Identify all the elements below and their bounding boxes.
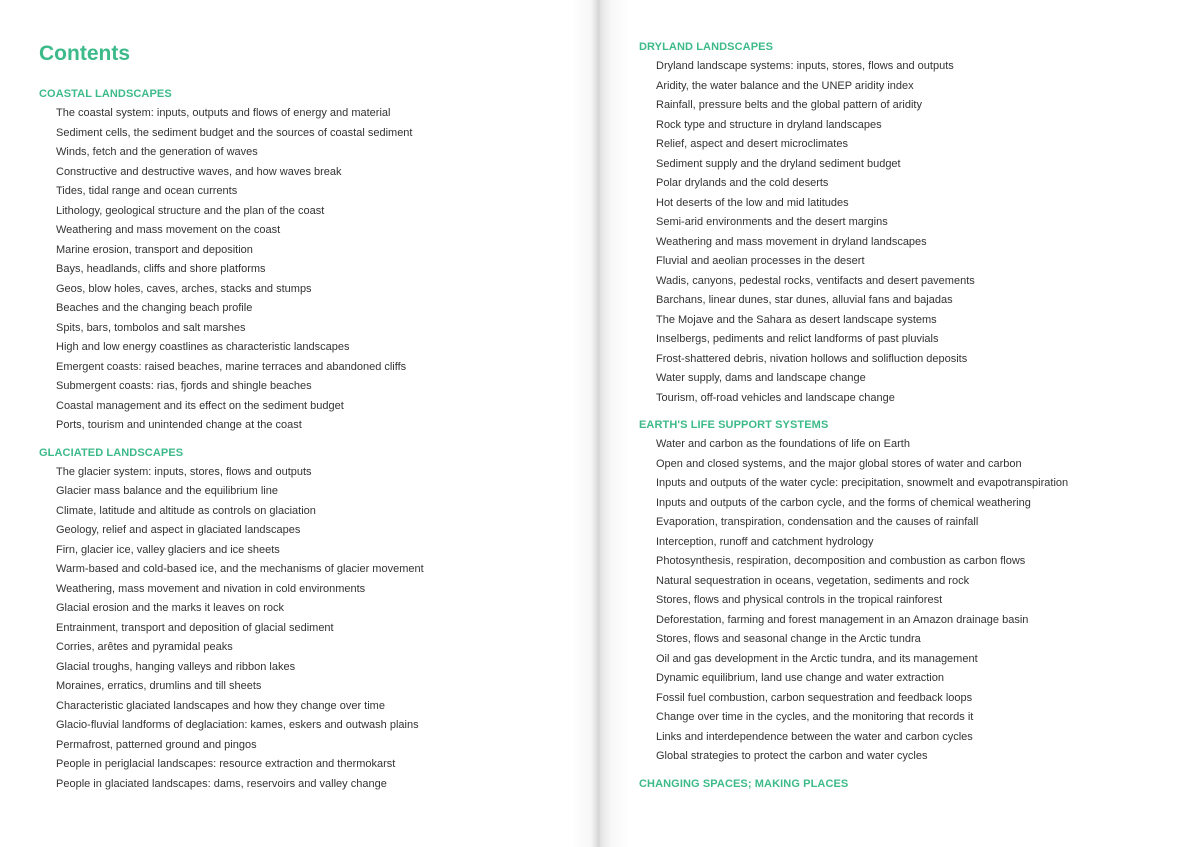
contents-entry[interactable]: The coastal system: inputs, outputs and flows of energy and material	[56, 107, 391, 119]
section-heading-coastal-landscapes: COASTAL LANDSCAPES	[39, 88, 172, 100]
contents-entry[interactable]: Glacier mass balance and the equilibrium line	[56, 485, 278, 497]
contents-entry[interactable]: Lithology, geological structure and the plan of the coast	[56, 204, 325, 217]
page-title: Contents	[39, 42, 130, 65]
contents-entry[interactable]: Weathering, mass movement and nivation in cold environments	[56, 582, 366, 595]
contents-entry[interactable]: Tourism, off-road vehicles and landscape change	[656, 391, 895, 404]
contents-entry[interactable]: Water supply, dams and landscape change	[656, 372, 866, 384]
contents-entry[interactable]: Sediment supply and the dryland sediment budget	[656, 157, 901, 170]
section-heading-changing-spaces-making-places: CHANGING SPACES; MAKING PLACES	[639, 777, 849, 790]
contents-entry[interactable]: Sediment cells, the sediment budget and the sources of coastal sediment	[56, 126, 413, 139]
contents-entry[interactable]: Glacial troughs, hanging valleys and ribbon lakes	[56, 660, 296, 673]
contents-entry[interactable]: Firn, glacier ice, valley glaciers and ice sheets	[56, 543, 280, 556]
contents-entry[interactable]: Bays, headlands, cliffs and shore platforms	[56, 263, 266, 275]
contents-entry[interactable]: Polar drylands and the cold deserts	[656, 177, 829, 189]
contents-entry[interactable]: Semi-arid environments and the desert margins	[656, 216, 888, 228]
contents-entry[interactable]: Tides, tidal range and ocean currents	[56, 185, 238, 197]
contents-entry[interactable]: People in periglacial landscapes: resource extraction and thermokarst	[56, 758, 396, 770]
contents-entry[interactable]: High and low energy coastlines as characteristic landscapes	[56, 341, 350, 353]
contents-entry[interactable]: Ports, tourism and unintended change at the coast	[56, 419, 302, 431]
contents-entry[interactable]: Dynamic equilibrium, land use change and water extraction	[656, 672, 944, 684]
contents-entry[interactable]: Aridity, the water balance and the UNEP aridity index	[656, 79, 914, 92]
contents-entry[interactable]: Inselbergs, pediments and relict landforms of past pluvials	[656, 333, 939, 345]
section-heading-glaciated-landscapes: GLACIATED LANDSCAPES	[39, 446, 184, 459]
contents-entry[interactable]: Permafrost, patterned ground and pingos	[56, 738, 257, 751]
contents-entry[interactable]: Barchans, linear dunes, star dunes, alluvial fans and bajadas	[656, 294, 953, 306]
contents-entry[interactable]: Inputs and outputs of the water cycle: precipitation, snowmelt and evapotranspiration	[656, 477, 1069, 489]
contents-entry[interactable]: Rock type and structure in dryland landscapes	[656, 118, 882, 131]
contents-entry[interactable]: People in glaciated landscapes: dams, reservoirs and valley change	[56, 777, 387, 790]
contents-entry[interactable]: Photosynthesis, respiration, decomposition and combustion as carbon flows	[656, 555, 1026, 567]
contents-entry[interactable]: Stores, flows and physical controls in the tropical rainforest	[656, 594, 943, 606]
contents-entry[interactable]: Open and closed systems, and the major global stores of water and carbon	[656, 457, 1022, 470]
right-page	[600, 0, 1200, 847]
contents-entry[interactable]: Corries, arêtes and pyramidal peaks	[56, 641, 233, 653]
left-contents-column	[39, 85, 424, 802]
contents-entry[interactable]: Relief, aspect and desert microclimates	[656, 138, 848, 150]
contents-entry[interactable]: Fossil fuel combustion, carbon sequestration and feedback loops	[656, 691, 973, 704]
contents-entry[interactable]: Climate, latitude and altitude as controls on glaciation	[56, 504, 316, 517]
contents-entry[interactable]: Deforestation, farming and forest management in an Amazon drainage basin	[656, 613, 1029, 626]
contents-entry[interactable]: Interception, runoff and catchment hydrology	[656, 535, 874, 548]
contents-entry[interactable]: Weathering and mass movement in dryland landscapes	[656, 235, 927, 248]
contents-entry[interactable]: Glacial erosion and the marks it leaves on rock	[56, 602, 285, 614]
contents-entry[interactable]: Characteristic glaciated landscapes and how they change over time	[56, 699, 385, 712]
contents-entry[interactable]: Marine erosion, transport and deposition	[56, 243, 253, 256]
contents-entry[interactable]: Natural sequestration in oceans, vegetation, sediments and rock	[656, 574, 970, 587]
contents-entry[interactable]: Constructive and destructive waves, and how waves break	[56, 165, 342, 178]
contents-entry[interactable]: Stores, flows and seasonal change in the Arctic tundra	[656, 633, 921, 645]
contents-list	[56, 104, 424, 436]
contents-entry[interactable]: Rainfall, pressure belts and the global pattern of aridity	[656, 99, 922, 111]
contents-entry[interactable]: Frost-shattered debris, nivation hollows and solifluction deposits	[656, 352, 968, 365]
contents-entry[interactable]: Water and carbon as the foundations of life on Earth	[656, 438, 910, 450]
contents-entry[interactable]: Emergent coasts: raised beaches, marine terraces and abandoned cliffs	[56, 360, 407, 373]
contents-entry[interactable]: Oil and gas development in the Arctic tundra, and its management	[656, 652, 978, 665]
contents-entry[interactable]: Coastal management and its effect on the sediment budget	[56, 399, 344, 412]
contents-entry[interactable]: Hot deserts of the low and mid latitudes	[656, 196, 849, 209]
contents-entry[interactable]: Global strategies to protect the carbon and water cycles	[656, 750, 928, 762]
contents-entry[interactable]: Warm-based and cold-based ice, and the mechanisms of glacier movement	[56, 563, 424, 575]
contents-entry[interactable]: Wadis, canyons, pedestal rocks, ventifacts and desert pavements	[656, 274, 975, 287]
contents-list	[656, 57, 1068, 408]
contents-list	[656, 435, 1068, 767]
contents-entry[interactable]: Beaches and the changing beach profile	[56, 302, 253, 314]
contents-entry[interactable]: The Mojave and the Sahara as desert landscape systems	[656, 313, 937, 326]
contents-list	[56, 463, 424, 795]
contents-entry[interactable]: Moraines, erratics, drumlins and till sheets	[56, 680, 262, 692]
contents-entry[interactable]: Links and interdependence between the water and carbon cycles	[656, 730, 973, 743]
contents-entry[interactable]: Fluvial and aeolian processes in the desert	[656, 255, 865, 267]
contents-entry[interactable]: Entrainment, transport and deposition of glacial sediment	[56, 621, 334, 634]
contents-entry[interactable]: The glacier system: inputs, stores, flows and outputs	[56, 465, 312, 478]
section-heading-earth-s-life-support-systems: EARTH'S LIFE SUPPORT SYSTEMS	[639, 419, 829, 431]
contents-entry[interactable]: Geology, relief and aspect in glaciated landscapes	[56, 524, 301, 536]
contents-entry[interactable]: Geos, blow holes, caves, arches, stacks and stumps	[56, 282, 312, 295]
contents-entry[interactable]: Winds, fetch and the generation of waves	[56, 146, 258, 158]
contents-entry[interactable]: Weathering and mass movement on the coast	[56, 224, 281, 236]
contents-entry[interactable]: Change over time in the cycles, and the monitoring that records it	[656, 711, 974, 723]
right-contents-column	[639, 38, 1068, 794]
contents-entry[interactable]: Evaporation, transpiration, condensation and the causes of rainfall	[656, 516, 979, 528]
contents-entry[interactable]: Inputs and outputs of the carbon cycle, and the forms of chemical weathering	[656, 496, 1031, 509]
contents-entry[interactable]: Dryland landscape systems: inputs, stores, flows and outputs	[656, 60, 954, 72]
contents-entry[interactable]: Spits, bars, tombolos and salt marshes	[56, 321, 246, 334]
contents-entry[interactable]: Submergent coasts: rias, fjords and shingle beaches	[56, 380, 312, 392]
contents-entry[interactable]: Glacio-fluvial landforms of deglaciation: kames, eskers and outwash plains	[56, 719, 419, 731]
section-heading-dryland-landscapes: DRYLAND LANDSCAPES	[639, 41, 774, 53]
